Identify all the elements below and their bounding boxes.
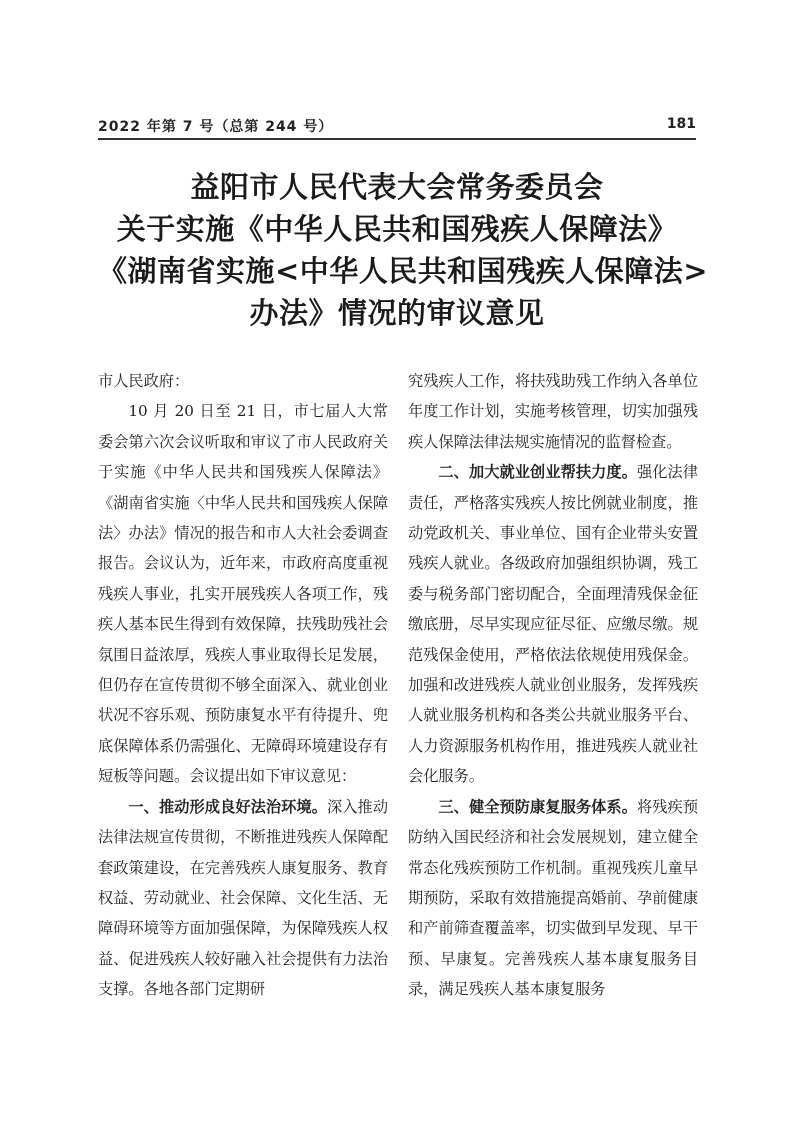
salutation: 市人民政府：	[98, 372, 190, 390]
header-divider	[98, 138, 696, 140]
section-2-text: 强化法律责任，严格落实残疾人按比例就业制度，推动党政机关、事业单位、国有企业带头安置残疾人就业。各级政府加强组织协调，残工委与税务部门密切配合，全面理清残保金征缴底册，尽早实现应征尽征、应缴尽缴。规范残保金使用，严格依法依规使用残保金。加强和改进残疾人就业创业服务，发挥残疾人就业服务机构和各类公共就业服务平台、人力资源服务机构作用，推进残疾人就业社会化服务。	[408, 463, 699, 786]
section-1-paragraph	[98, 792, 388, 1005]
intro-paragraph: 10 月 20 日至 21 日，市七届人大常委会第六次会议听取和审议了市人民政府关于实施《中华人民共和国残疾人保障法》《湖南省实施〈中华人民共和国残疾人保障法〉办法》情况的报告和市人大社会委调查报告。会议认为，近年来，市政府高度重视残疾人事业，扎实开展残疾人各项工作，残疾人基本民生得到有效保障，扶残助残社会氛围日益浓厚，残疾人事业取得长足发展，但仍存在宣传贯彻不够全面深入、就业创业状况不容乐观、预防康复水平有待提升、兜底保障体系仍需强化、无障碍环境建设存有短板等问题。会议提出如下审议意见：	[98, 402, 388, 786]
title-line-3: 《湖南省实施<中华人民共和国残疾人保障法>	[98, 254, 709, 288]
document-title	[98, 166, 709, 334]
left-column	[98, 366, 388, 1005]
title-line-1: 益阳市人民代表大会常务委员会	[190, 170, 604, 204]
section-3-heading: 三、健全预防康复服务体系。	[438, 797, 637, 816]
title-line-2: 关于实施《中华人民共和国残疾人保障法》	[116, 212, 678, 246]
running-header	[98, 116, 696, 138]
section-1-text: 深入推动法律法规宣传贯彻，不断推进残疾人保障配套政策建设，在完善残疾人康复服务、教育权益、劳动就业、社会保障、文化生活、无障碍环境等方面加强保障，为保障残疾人权益、促进残疾人较好融入社会提供有力法治支撑。各地各部门定期研	[98, 797, 389, 999]
section-2-heading: 二、加大就业创业帮扶力度。	[438, 463, 637, 482]
right-column	[408, 366, 698, 1005]
section-3-paragraph	[408, 792, 698, 1005]
issue-label: 2022 年第 7 号（总第 244 号）	[98, 119, 334, 135]
section-2-paragraph	[408, 457, 698, 791]
section-3-text: 将残疾预防纳入国民经济和社会发展规划，建立健全常态化残疾预防工作机制。重视残疾儿童早期预防，采取有效措施提高婚前、孕前健康和产前筛查覆盖率，切实做到早发现、早干预、早康复。完善残疾人基本康复服务目录，满足残疾人基本康复服务	[408, 797, 699, 999]
section-1-heading: 一、推动形成良好法治环境。	[128, 797, 327, 816]
section-1-continuation: 究残疾人工作，将扶残助残工作纳入各单位年度工作计划，实施考核管理，切实加强残疾人保障法律法规实施情况的监督检查。	[408, 372, 698, 451]
page-number: 181	[666, 116, 696, 132]
title-line-4: 办法》情况的审议意见	[249, 296, 545, 330]
